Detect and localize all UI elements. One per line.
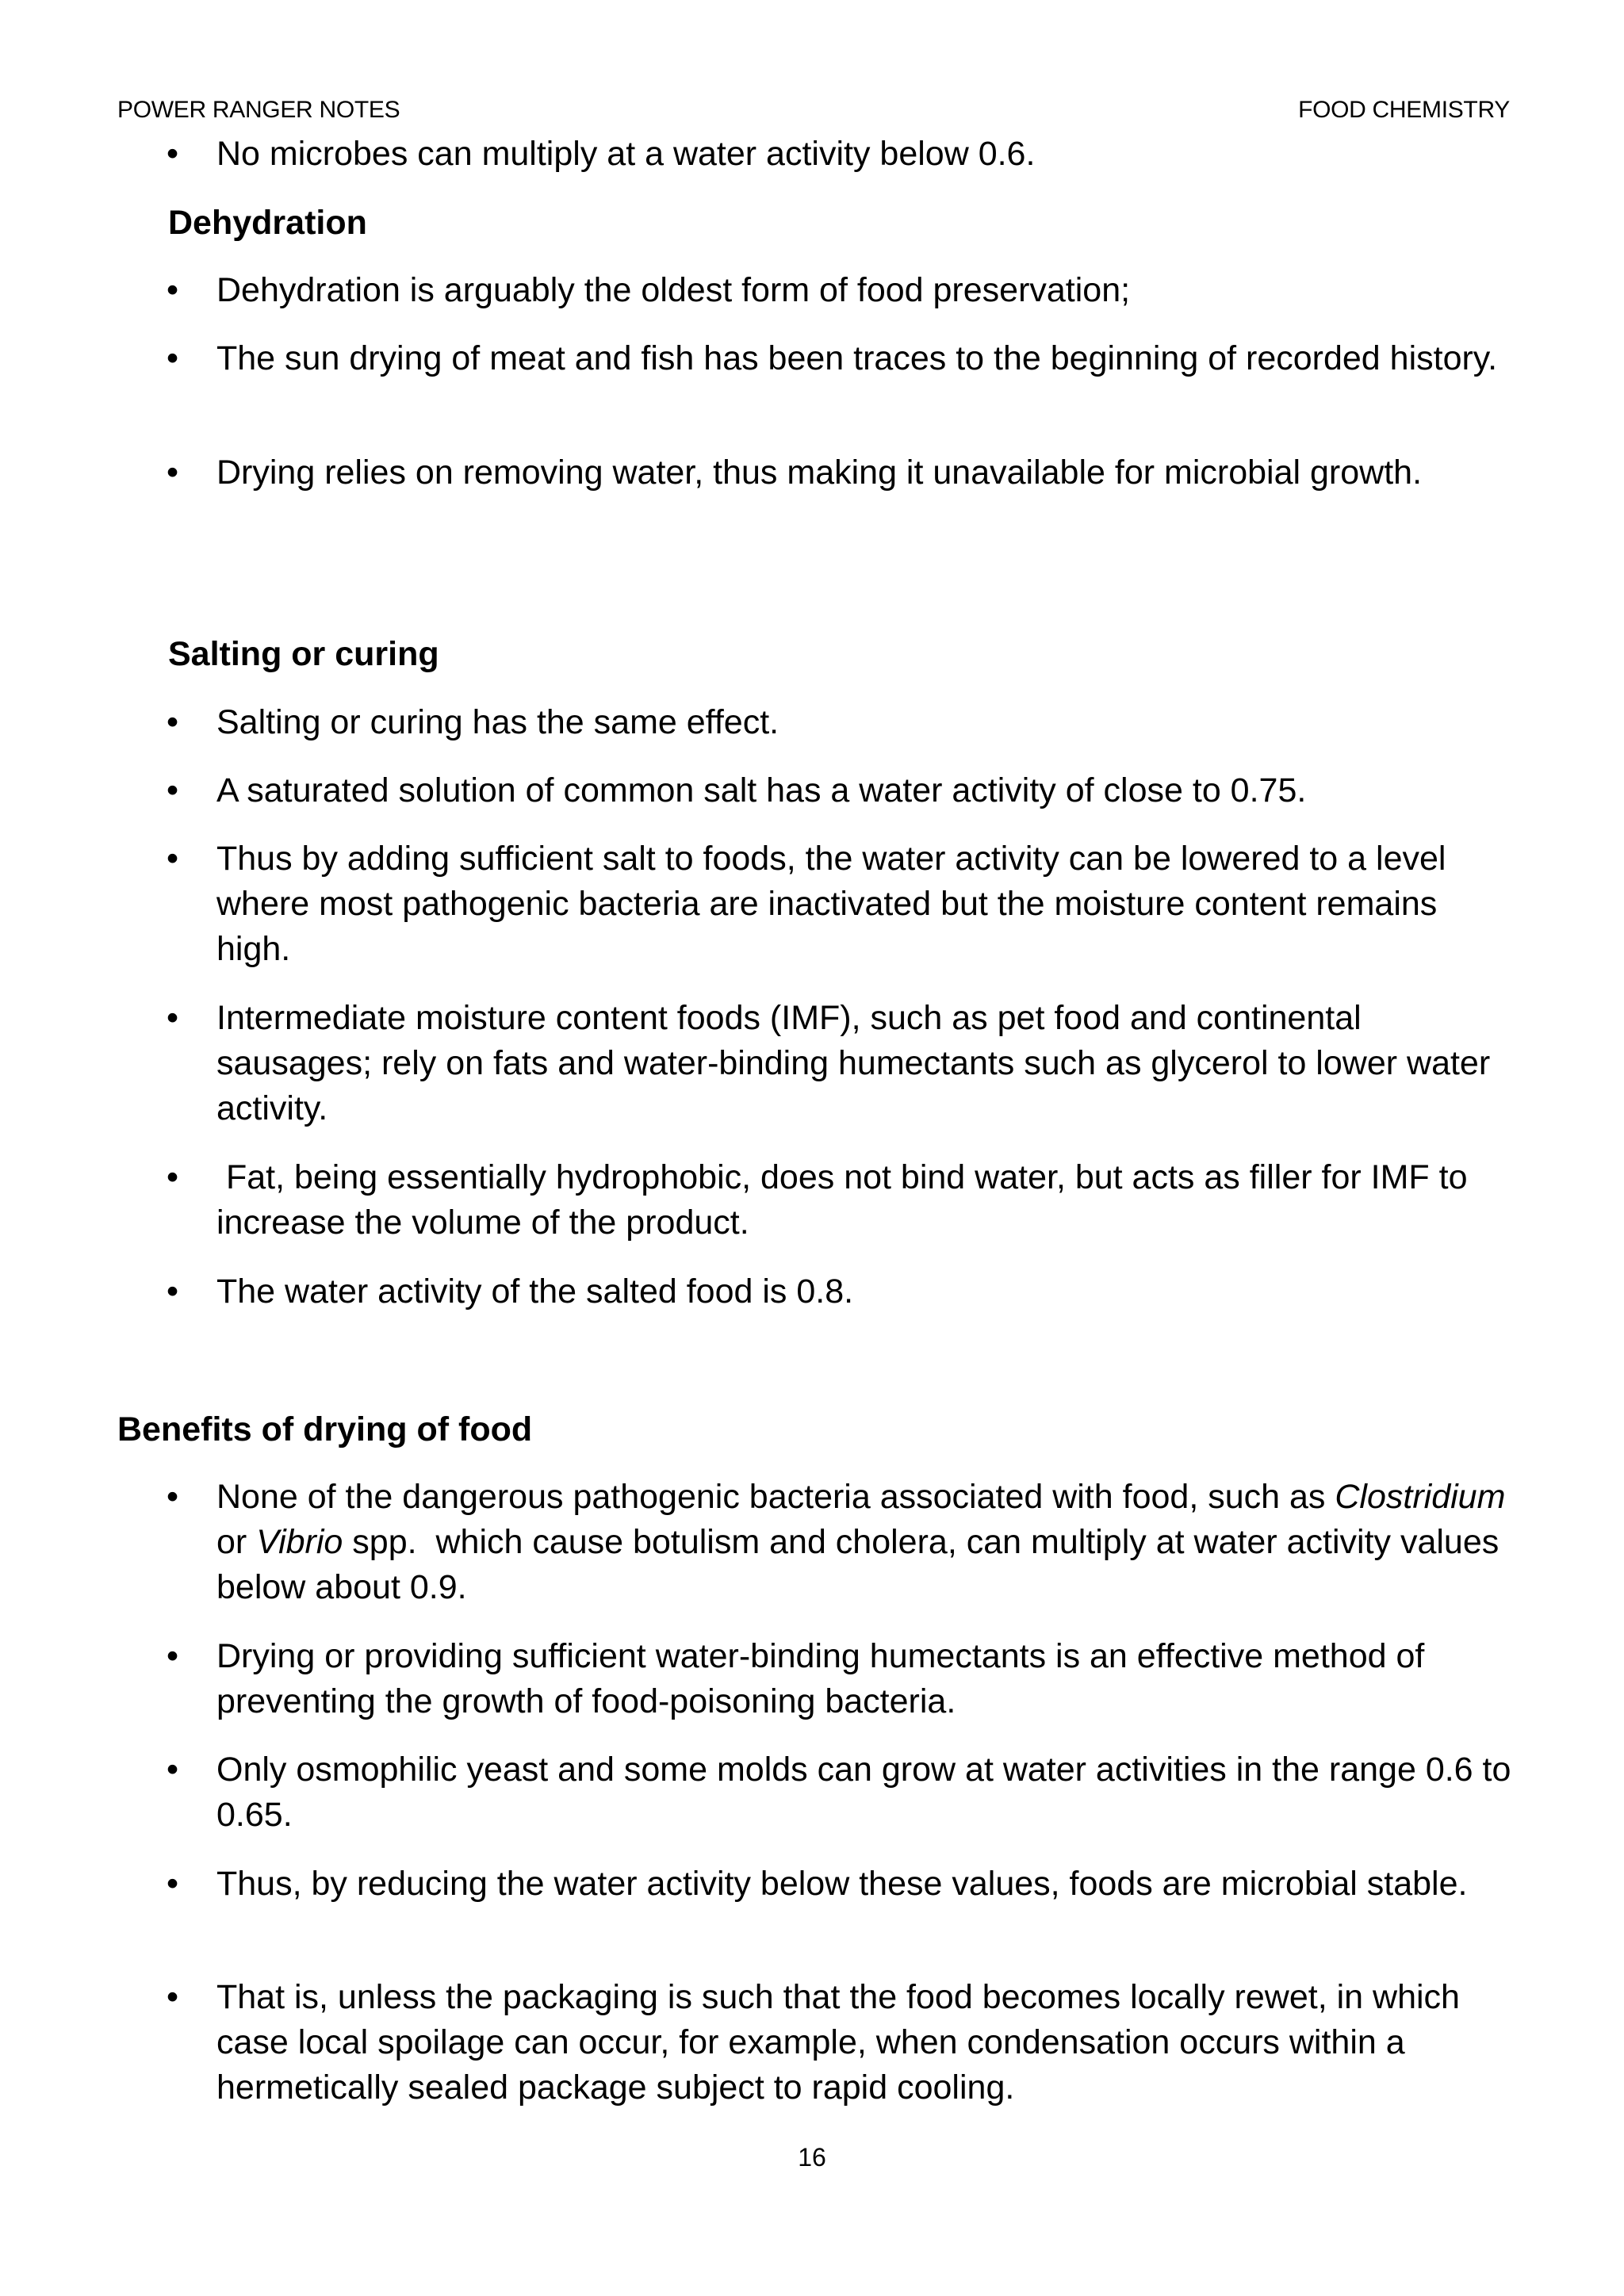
list-item-text: A saturated solution of common salt has a water activity of close to 0.75. bbox=[216, 771, 1307, 809]
bullet-icon: • bbox=[167, 1272, 179, 1311]
list-item-text: That is, unless the packaging is such that the food becomes locally rewet, in which case local spoilage can occur, for example, when condensation occurs within a hermetically sealed package subject to rapid cooling. bbox=[216, 1978, 1460, 2107]
bullet-icon: • bbox=[167, 703, 179, 741]
text-run: None of the dangerous pathogenic bacteria associated with food, such as bbox=[216, 1478, 1335, 1516]
page-number: 16 bbox=[798, 2143, 826, 2172]
header-right: FOOD CHEMISTRY bbox=[1298, 97, 1510, 123]
list-item-text: Fat, being essentially hydrophobic, does not bind water, but acts as filler for IMF to increase the volume of the product. bbox=[216, 1158, 1477, 1242]
bullet-icon: • bbox=[167, 1478, 179, 1516]
bullet-icon: • bbox=[167, 1637, 179, 1675]
bullet-icon: • bbox=[167, 1158, 179, 1196]
list-item-text: Thus, by reducing the water activity below these values, foods are microbial stable. bbox=[216, 1865, 1468, 1903]
header-left: POWER RANGER NOTES bbox=[117, 97, 400, 123]
bullet-icon: • bbox=[167, 1751, 179, 1789]
text-run: spp. which cause botulism and cholera, can multiply at water activity values below about 0.9. bbox=[216, 1523, 1509, 1606]
text-run: or bbox=[216, 1478, 1515, 1561]
bullet-icon: • bbox=[167, 135, 179, 173]
list-item-text bbox=[216, 1475, 1517, 1610]
list-item-text: No microbes can multiply at a water activity below 0.6. bbox=[216, 135, 1036, 173]
list-item-text: Drying relies on removing water, thus making it unavailable for microbial growth. bbox=[216, 453, 1423, 492]
list-item-text: Thus by adding sufficient salt to foods, the water activity can be lowered to a level where most pathogenic bacteria are inactivated but the moisture content remains high. bbox=[216, 840, 1446, 968]
bullet-icon: • bbox=[167, 840, 179, 878]
genus-clostridium: Clostridium bbox=[1335, 1478, 1506, 1516]
bullet-icon: • bbox=[167, 771, 179, 809]
list-item-text: The sun drying of meat and fish has been traces to the beginning of recorded history. bbox=[216, 339, 1498, 377]
list-item-text: Dehydration is arguably the oldest form of food preservation; bbox=[216, 271, 1131, 309]
list-item-text: Intermediate moisture content foods (IMF), such as pet food and continental sausages; rely on fats and water-binding humectants such as glycerol to lower water activity. bbox=[216, 999, 1491, 1127]
section-heading-dehydration: Dehydration bbox=[168, 204, 367, 242]
bullet-icon: • bbox=[167, 453, 179, 492]
bullet-icon: • bbox=[167, 1865, 179, 1903]
list-item-text: Only osmophilic yeast and some molds can grow at water activities in the range 0.6 to 0.65. bbox=[216, 1751, 1511, 1834]
bullet-icon: • bbox=[167, 1978, 179, 2016]
section-heading-salting: Salting or curing bbox=[168, 635, 439, 673]
bullet-icon: • bbox=[167, 271, 179, 309]
list-item-text: Salting or curing has the same effect. bbox=[216, 703, 779, 741]
bullet-icon: • bbox=[167, 999, 179, 1037]
bullet-icon: • bbox=[167, 339, 179, 377]
list-item-text: Drying or providing sufficient water-binding humectants is an effective method of preventing the growth of food-poisoning bacteria. bbox=[216, 1637, 1425, 1720]
genus-vibrio: Vibrio bbox=[256, 1523, 343, 1561]
section-heading-benefits: Benefits of drying of food bbox=[117, 1410, 533, 1448]
list-item-text: The water activity of the salted food is 0.8. bbox=[216, 1272, 854, 1311]
